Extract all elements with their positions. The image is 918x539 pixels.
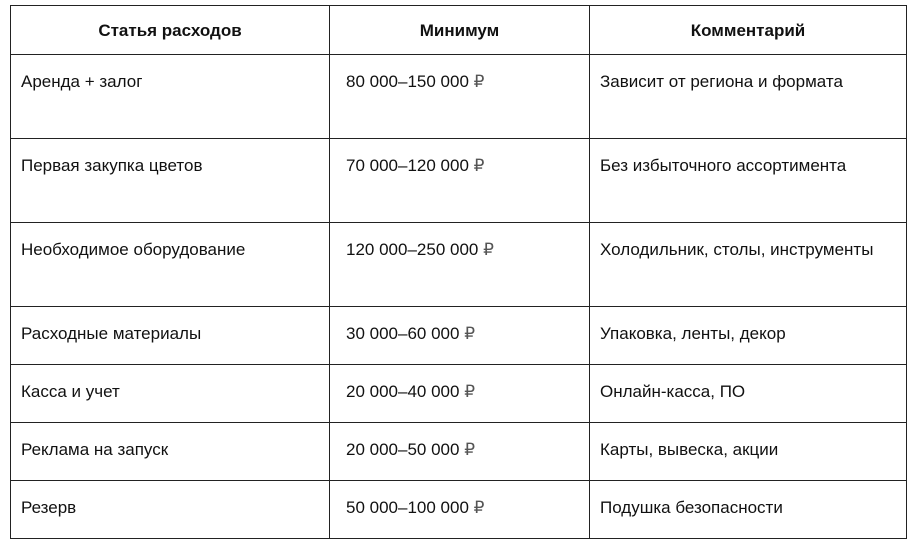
cell-item: Реклама на запуск (11, 423, 330, 481)
ruble-sign: ₽ (473, 72, 485, 91)
amount-range: 120 000–250 000 (346, 240, 479, 259)
cell-comment: Без избыточного ассортимента (590, 139, 907, 223)
expenses-table-wrapper (10, 5, 907, 539)
ruble-sign: ₽ (473, 156, 485, 175)
cell-item: Расходные материалы (11, 307, 330, 365)
amount-range: 50 000–100 000 (346, 498, 469, 517)
amount-range: 70 000–120 000 (346, 156, 469, 175)
cell-min (330, 365, 590, 423)
cell-item: Необходимое оборудование (11, 223, 330, 307)
ruble-sign: ₽ (473, 498, 485, 517)
cell-item: Резерв (11, 481, 330, 539)
cell-min (330, 55, 590, 139)
cell-item: Касса и учет (11, 365, 330, 423)
table-row (11, 223, 907, 307)
cell-comment: Карты, вывеска, акции (590, 423, 907, 481)
amount-range: 30 000–60 000 (346, 324, 460, 343)
table-header-row (11, 6, 907, 55)
column-header-min: Минимум (330, 6, 590, 55)
cell-comment: Онлайн-касса, ПО (590, 365, 907, 423)
cell-min (330, 481, 590, 539)
cell-min (330, 307, 590, 365)
table-row (11, 139, 907, 223)
cell-min (330, 139, 590, 223)
ruble-sign: ₽ (464, 440, 476, 459)
amount-range: 20 000–40 000 (346, 382, 460, 401)
cell-comment: Зависит от региона и формата (590, 55, 907, 139)
column-header-item: Статья расходов (11, 6, 330, 55)
ruble-sign: ₽ (483, 240, 494, 259)
cell-min (330, 223, 590, 307)
ruble-sign: ₽ (464, 382, 476, 401)
table-row (11, 307, 907, 365)
table-row (11, 423, 907, 481)
cell-comment: Холодильник, столы, инструменты (590, 223, 907, 307)
cell-item: Аренда + залог (11, 55, 330, 139)
ruble-sign: ₽ (464, 324, 476, 343)
cell-comment: Подушка безопасности (590, 481, 907, 539)
table-row (11, 55, 907, 139)
amount-range: 20 000–50 000 (346, 440, 460, 459)
table-row (11, 365, 907, 423)
amount-range: 80 000–150 000 (346, 72, 469, 91)
column-header-comment: Комментарий (590, 6, 907, 55)
table-row (11, 481, 907, 539)
cell-min (330, 423, 590, 481)
cell-item: Первая закупка цветов (11, 139, 330, 223)
cell-comment: Упаковка, ленты, декор (590, 307, 907, 365)
expenses-table (10, 5, 907, 539)
